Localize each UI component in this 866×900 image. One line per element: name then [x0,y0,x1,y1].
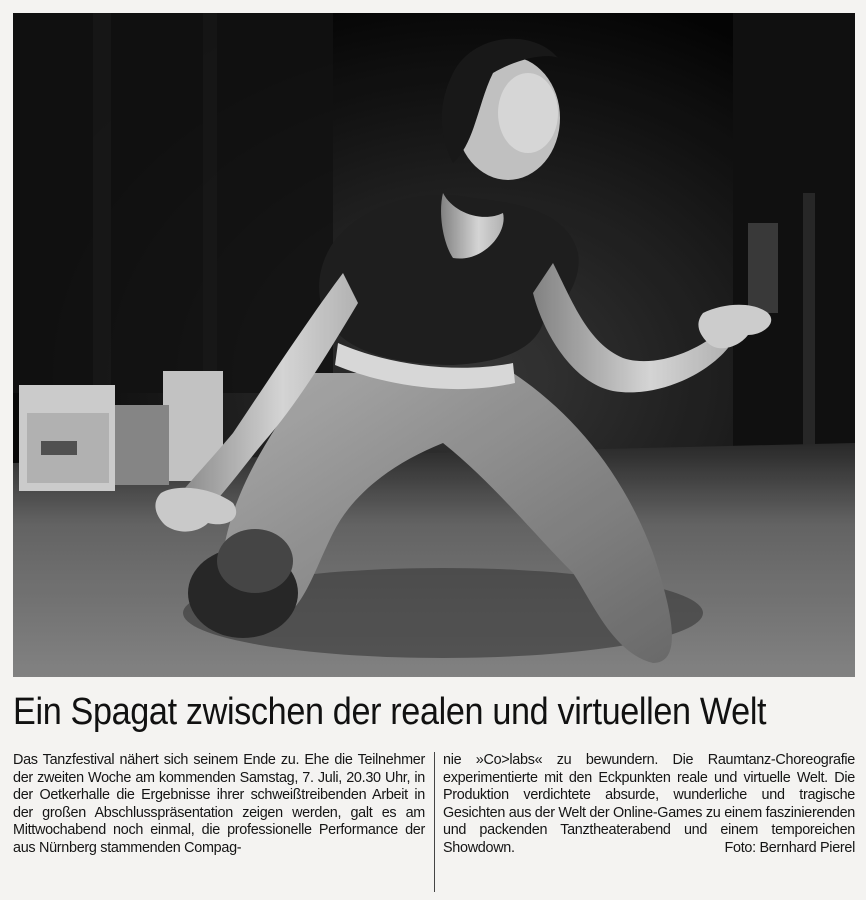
photo-credit: Foto: Bernhard Pierel [724,839,855,856]
article-column-right-text: nie »Co>labs« zu bewundern. Die Raumtanz-Choreografie experimentierte mit den Eckpunkten reale und virtuelle Welt. Die Produktion verdichtete absurde, wunderliche und tragische Gesichten aus der Welt der Online-Games zu einem faszinierenden und packenden Tanztheaterabend und einem temporeichen Showdown. [443,752,855,856]
dancer-photo [13,13,855,677]
column-divider [434,752,435,892]
article-column-left: Das Tanzfestival nähert sich seinem Ende zu. Ehe die Teilnehmer der zweiten Woche am kommenden Samstag, 7. Juli, 20.30 Uhr, in der Oetkerhalle die Ergebnisse ihrer schweißtreibenden Arbeit in der großen Abschlusspräsentation zeigen werden, galt es am Mittwochabend noch einmal, die professionelle Performance der aus Nürnberg stammenden Compag- [13,752,425,856]
article-body [13,752,855,892]
article-headline: Ein Spagat zwischen der realen und virtuellen Welt [13,691,767,733]
article-column-right [443,752,855,892]
